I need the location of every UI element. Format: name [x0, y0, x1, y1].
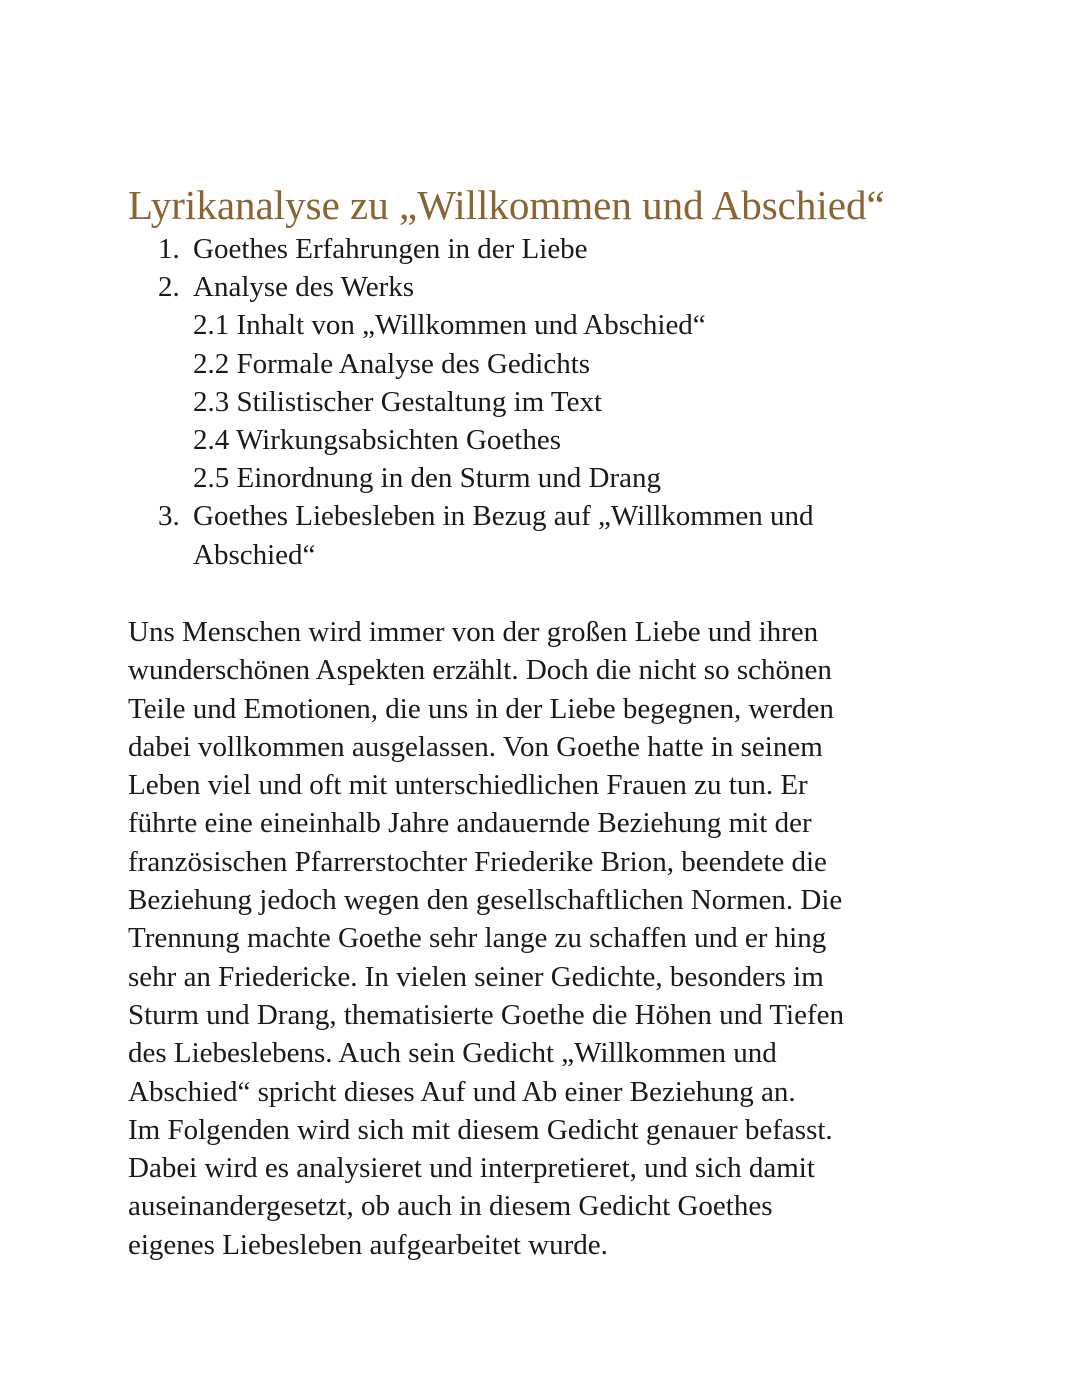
paragraph-line: Im Folgenden wird sich mit diesem Gedicht genauer befasst. — [128, 1113, 833, 1146]
toc-item-3 — [128, 497, 814, 573]
toc-subitem-2-2: 2.2 Formale Analyse des Gedichts — [193, 347, 591, 380]
document-title: Lyrikanalyse zu „Willkommen und Abschied“ — [128, 182, 885, 228]
paragraph-line: Beziehung jedoch wegen den gesellschaftlichen Normen. Die — [128, 884, 843, 917]
paragraph-line: Trennung machte Goethe sehr lange zu schaffen und er hing — [128, 922, 827, 955]
paragraph-line: französischen Pfarrerstochter Friederike Brion, beendete die — [128, 845, 827, 878]
toc-item-label-line: Abschied“ — [193, 538, 316, 571]
toc-item-label: Analyse des Werks — [193, 271, 415, 304]
toc-item-number: 2. — [158, 271, 180, 304]
toc-item-1 — [128, 230, 814, 268]
intro-paragraph — [128, 613, 958, 1264]
toc-item-number: 3. — [158, 500, 180, 533]
paragraph-line: eigenes Liebesleben aufgearbeitet wurde. — [128, 1228, 608, 1261]
toc-subitem-2-4: 2.4 Wirkungsabsichten Goethes — [193, 424, 561, 457]
paragraph-line: Leben viel und oft mit unterschiedlichen Frauen zu tun. Er — [128, 769, 808, 802]
toc-item-number: 1. — [158, 233, 180, 265]
paragraph-line: Teile und Emotionen, die uns in der Liebe begegnen, werden — [128, 692, 834, 725]
paragraph-line: auseinandergesetzt, ob auch in diesem Gedicht Goethes — [128, 1190, 773, 1223]
paragraph-line: Uns Menschen wird immer von der großen Liebe und ihren — [128, 616, 819, 648]
paragraph-line: des Liebeslebens. Auch sein Gedicht „Willkommen und — [128, 1037, 777, 1070]
paragraph-line: sehr an Friedericke. In vielen seiner Gedichte, besonders im — [128, 960, 824, 993]
toc-item-2 — [128, 268, 814, 306]
paragraph-line: führte eine eineinhalb Jahre andauernde Beziehung mit der — [128, 807, 812, 840]
paragraph-line: Sturm und Drang, thematisierte Goethe die Höhen und Tiefen — [128, 998, 845, 1031]
table-of-contents — [128, 230, 814, 574]
paragraph-line: Abschied“ spricht dieses Auf und Ab einer Beziehung an. — [128, 1075, 796, 1108]
paragraph-line: wunderschönen Aspekten erzählt. Doch die nicht so schönen — [128, 654, 832, 687]
toc-item-label-line: Goethes Liebesleben in Bezug auf „Willkommen und — [193, 500, 814, 533]
toc-subitem-2-5: 2.5 Einordnung in den Sturm und Drang — [193, 462, 661, 495]
toc-subitem-2-3: 2.3 Stilistischer Gestaltung im Text — [193, 385, 603, 418]
paragraph-line: Dabei wird es analysieret und interpretieret, und sich damit — [128, 1152, 815, 1185]
toc-subitem-2-1: 2.1 Inhalt von „Willkommen und Abschied“ — [193, 309, 706, 342]
toc-item-label: Goethes Erfahrungen in der Liebe — [193, 233, 588, 265]
paragraph-line: dabei vollkommen ausgelassen. Von Goethe hatte in seinem — [128, 730, 823, 763]
